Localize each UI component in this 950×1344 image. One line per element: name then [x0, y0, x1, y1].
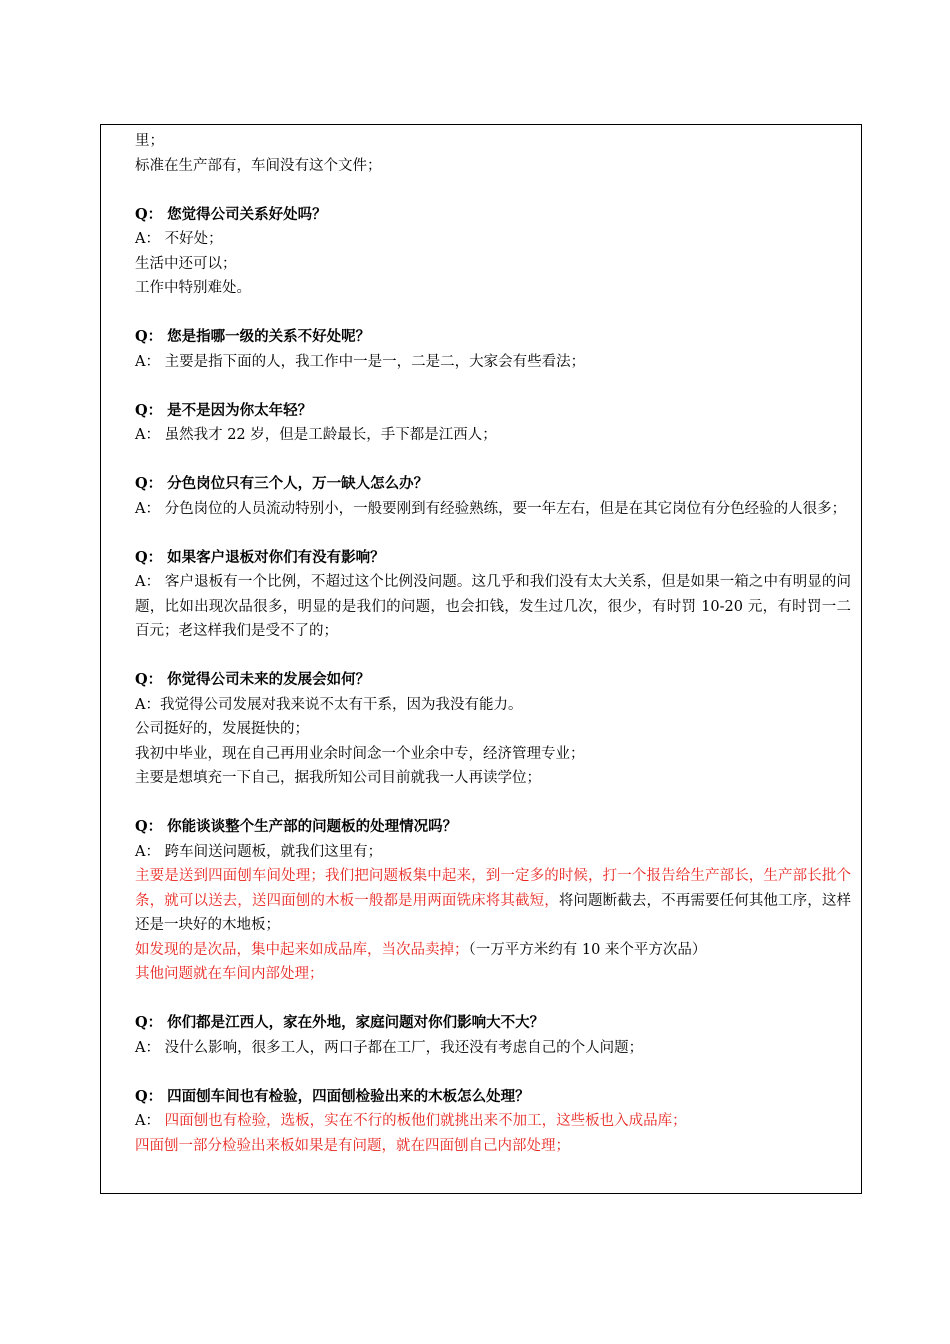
red-text: 主要是送到四面刨车间处理；我们把问题板集中起来，到一定多的时候，打一个报告给生产部长，生产部长批个条，就可以送去，送四面刨的木板一般都是用两面铣床将其截短，	[135, 868, 851, 909]
question-line: Q： 您觉得公司关系好处吗？	[135, 205, 327, 223]
question-line: Q： 你觉得公司未来的发展会如何？	[135, 671, 371, 688]
answer-line: 公司挺好的，发展挺快的；	[135, 721, 309, 737]
black-text: A：	[135, 1113, 165, 1129]
answer-paragraph: A： 客户退板有一个比例，不超过这个比例没问题。这几乎和我们没有太大关系，但是如果一箱之中有明显的问题，比如出现次品很多，明显的是我们的问题，也会扣钱，发生过几次，很少，有时罚 10-20 元，有时罚一二百元；老这样我们是受不了的；	[135, 574, 851, 639]
interview-box	[100, 124, 862, 1194]
answer-line: 生活中还可以；	[135, 255, 237, 272]
answer-line: A： 主要是指下面的人，我工作中一是一，二是二，大家会有些看法；	[135, 353, 586, 370]
answer-line: 标准在生产部有，车间没有这个文件；	[135, 157, 382, 174]
black-text: 将问题断截去，不再需要任何其他工序，这样还是一块好的木地板；	[135, 892, 852, 933]
black-text: （一万平方米约有 10 来个平方次品）	[468, 941, 707, 958]
answer-line: A： 不好处；	[135, 231, 223, 247]
question-line: Q： 您是指哪一级的关系不好处呢？	[135, 328, 371, 345]
question-line: Q： 你们都是江西人，家在外地，家庭问题对你们影响大不大？	[135, 1014, 545, 1031]
answer-line: 工作中特别难处。	[135, 280, 251, 296]
question-line: Q： 四面刨车间也有检验，四面刨检验出来的木板怎么处理？	[135, 1087, 530, 1105]
answer-line: 我初中毕业，现在自己再用业余时间念一个业余中专，经济管理专业；	[135, 745, 585, 762]
interview-content	[135, 129, 851, 1158]
answer-line: A：我觉得公司发展对我来说不太有干系，因为我没有能力。	[135, 696, 523, 713]
answer-line-mixed	[135, 938, 851, 963]
answer-line: 主要是想填充一下自己，据我所知公司目前就我一人再读学位；	[135, 770, 541, 786]
red-text: 四面刨也有检验，选板，实在不行的板他们就挑出来不加工，这些板也入成品库；	[164, 1113, 687, 1129]
answer-paragraph: A： 分色岗位的人员流动特别小，一般要刚到有经验熟练，要一年左右，但是在其它岗位有分色经验的人很多；	[135, 500, 847, 517]
question-line: Q： 如果客户退板对你们有没有影响？	[135, 548, 385, 566]
answer-line: 其他问题就在车间内部处理；	[135, 966, 324, 982]
question-line: Q： 是不是因为你太年轻？	[135, 401, 313, 419]
question-line: Q： 你能谈谈整个生产部的问题板的处理情况吗？	[135, 818, 458, 835]
answer-line: A： 虽然我才 22 岁，但是工龄最长，手下都是江西人；	[135, 427, 497, 443]
answer-line: 里；	[135, 133, 164, 149]
question-line: Q： 分色岗位只有三个人，万一缺人怎么办？	[135, 475, 429, 492]
answer-line: 四面刨一部分检验出来板如果是有问题，就在四面刨自己内部处理；	[135, 1137, 570, 1154]
answer-line-mixed	[135, 1109, 851, 1134]
answer-line: A： 跨车间送问题板，就我们这里有；	[135, 843, 383, 860]
red-text: 如发现的是次品，集中起来如成品库，当次品卖掉；	[135, 941, 469, 958]
answer-paragraph-mixed	[135, 864, 851, 938]
answer-line: A： 没什么影响，很多工人，两口子都在工厂，我还没有考虑自己的个人问题；	[135, 1039, 644, 1056]
